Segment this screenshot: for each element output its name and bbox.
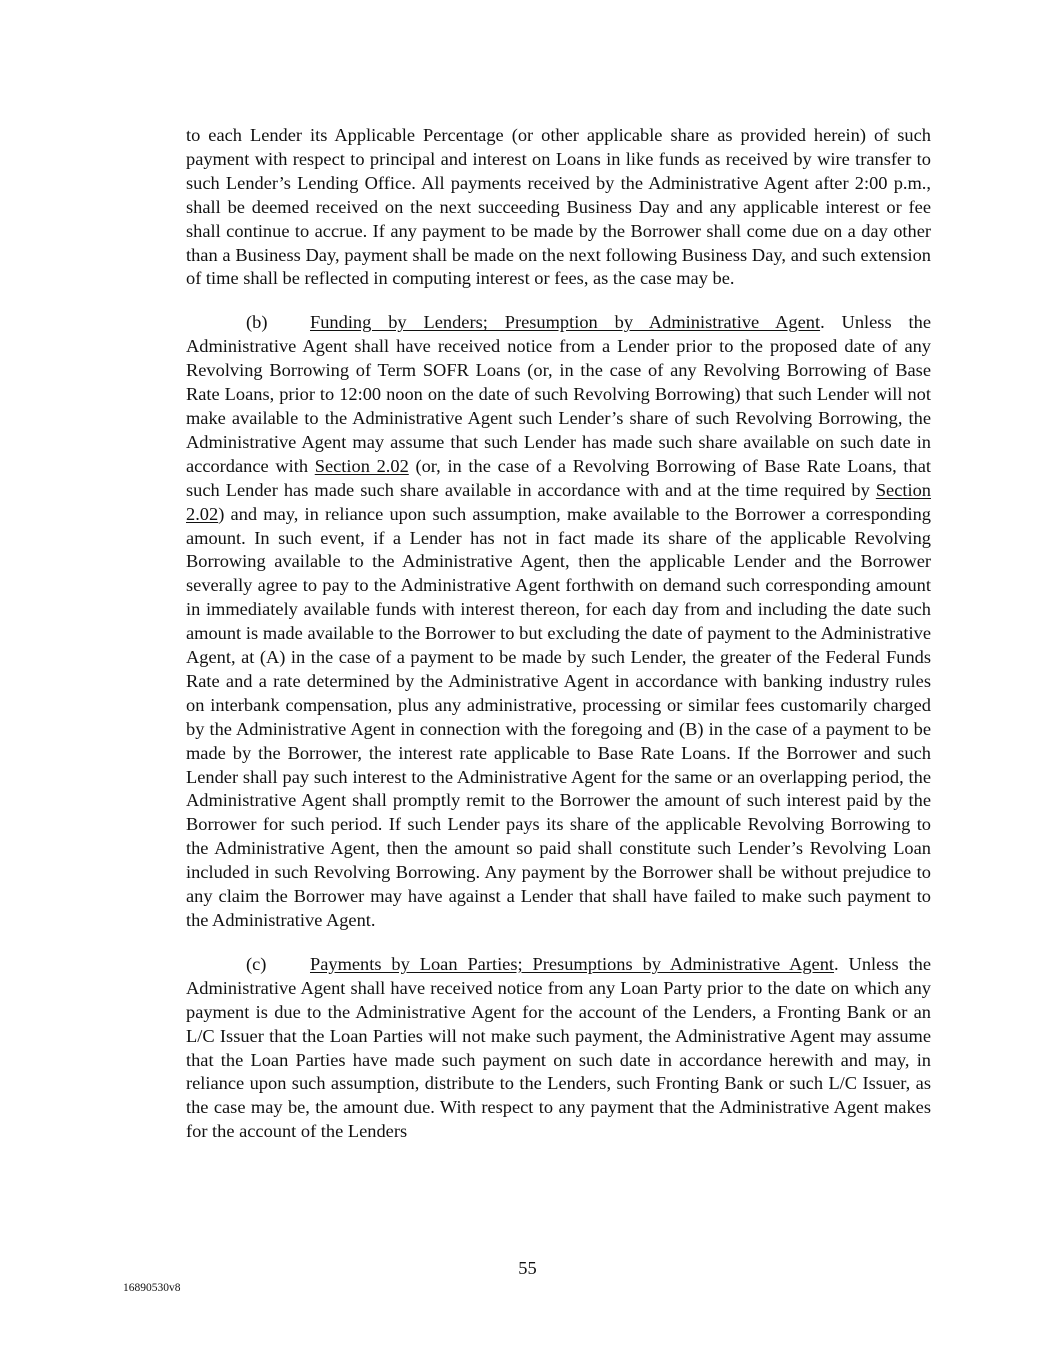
- section-reference: Section 2.02: [314, 455, 409, 476]
- paragraph-b-heading: Funding by Lenders; Presumption by Administrative Agent: [310, 312, 821, 333]
- paragraph-c-label: (c): [246, 953, 267, 974]
- document-body: [186, 124, 931, 1144]
- paragraph-b: [186, 311, 931, 933]
- paragraph-continued: [186, 124, 931, 291]
- paragraph-b-text-2: (or, in the case of a Revolving Borrowing of Base Rate Loans, that such Lender has made such share available in accordance with and at the time required by: [186, 455, 931, 500]
- paragraph-continued-text: to each Lender its Applicable Percentage (or other applicable share as provided herein) of such payment with respect to principal and interest on Loans in like funds as received by wire transfer to such Lender’s Lending Office. All payments received by the Administrative Agent after 2:00 p.m., shall be deemed received on the next succeeding Business Day and any applicable interest or fee shall continue to accrue. If any payment to be made by the Borrower shall come due on a day other than a Business Day, payment shall be made on the next following Business Day, and such extension of time shall be reflected in computing interest or fees, as the case may be.: [186, 125, 931, 289]
- page-number: 55: [518, 1258, 537, 1278]
- paragraph-b-text-1: . Unless the Administrative Agent shall have received notice from a Lender prior to the proposed date of any Revolving Borrowing of Term SOFR Loans (or, in the case of any Revolving Borrowing of Base Rate Loans, prior to 12:00 noon on the date of such Revolving Borrowing) that such Lender will not make available to the Administrative Agent such Lender’s share of such Revolving Borrowing, the Administrative Agent may assume that such Lender has made such share available on such date in accordance with: [186, 312, 931, 476]
- document-id: 16890530v8: [123, 1282, 181, 1294]
- paragraph-c-text: . Unless the Administrative Agent shall have received notice from any Loan Party prior to the date on which any payment is due to the Administrative Agent for the account of the Lenders, a Fronting Bank or an L/C Issuer that the Loan Parties will not make such payment, the Administrative Agent may assume that the Loan Parties have made such payment on such date in accordance herewith and may, in reliance upon such assumption, distribute to the Lenders, such Fronting Bank or such L/C Issuer, as the case may be, the amount due. With respect to any payment that the Administrative Agent makes for the account of the Lenders: [186, 953, 931, 1142]
- paragraph-c-heading: Payments by Loan Parties; Presumptions by Administrative Agent: [310, 953, 835, 974]
- section-reference: Section 2.02: [186, 479, 931, 524]
- paragraph-c: [186, 953, 931, 1144]
- paragraph-b-label: (b): [246, 312, 268, 333]
- paragraph-b-text-3: ) and may, in reliance upon such assumption, make available to the Borrower a corresponding amount. In such event, if a Lender has not in fact made its share of the applicable Revolving Borrowing available to the Administrative Agent, then the applicable Lender and the Borrower severally agree to pay to the Administrative Agent forthwith on demand such corresponding amount in immediately available funds with interest thereon, for each day from and including the date such amount is made available to the Borrower to but excluding the date of payment to the Administrative Agent, at (A) in the case of a payment to be made by such Lender, the greater of the Federal Funds Rate and a rate determined by the Administrative Agent in accordance with banking industry rules on interbank compensation, plus any administrative, processing or similar fees customarily charged by the Administrative Agent in connection with the foregoing and (B) in the case of a payment to be made by the Borrower, the interest rate applicable to Base Rate Loans. If the Borrower and such Lender shall pay such interest to the Administrative Agent for the same or an overlapping period, the Administrative Agent shall promptly remit to the Borrower the amount of such interest paid by the Borrower for such period. If such Lender pays its share of the applicable Revolving Borrowing to the Administrative Agent, then the amount so paid shall constitute such Lender’s Revolving Loan included in such Revolving Borrowing. Any payment by the Borrower shall be without prejudice to any claim the Borrower may have against a Lender that shall have failed to make such payment to the Administrative Agent.: [186, 503, 931, 930]
